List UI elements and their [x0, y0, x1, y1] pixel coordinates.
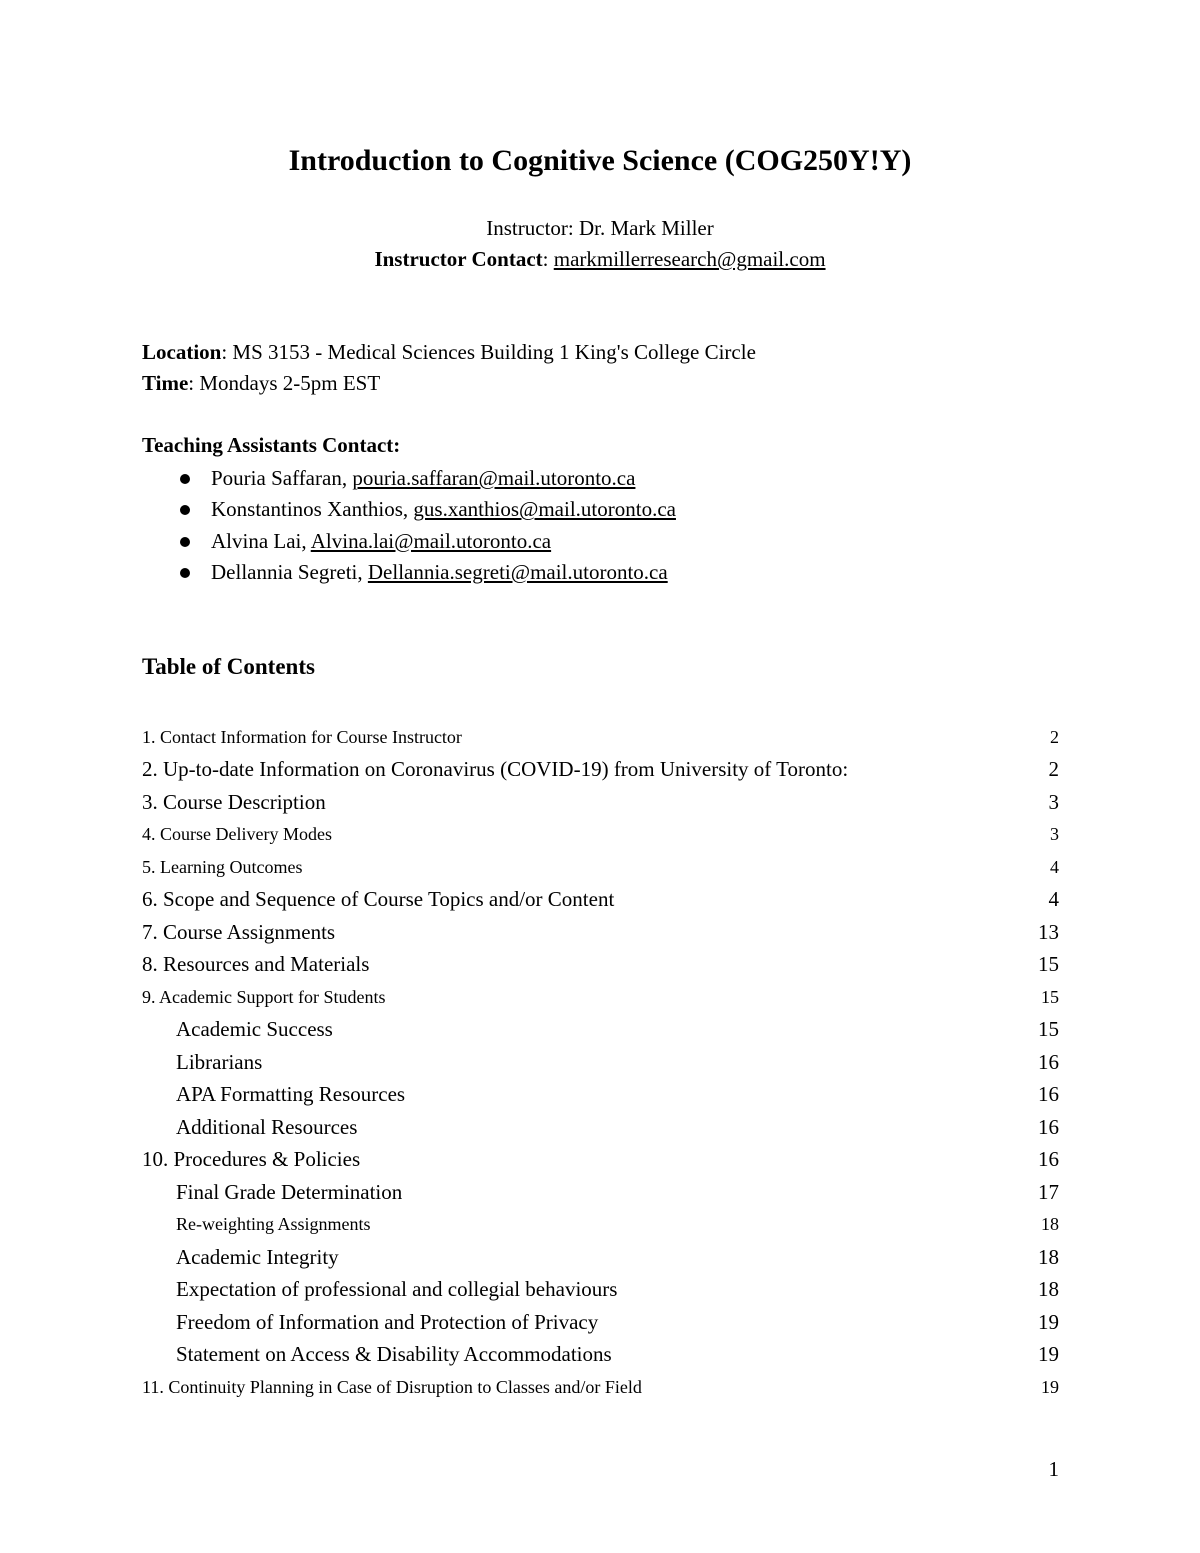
ta-email-link[interactable]: Alvina.lai@mail.utoronto.ca	[310, 528, 552, 553]
ta-item	[142, 463, 676, 494]
toc-subentry[interactable]	[142, 1079, 1059, 1112]
bullet-icon	[180, 568, 190, 578]
toc-entry[interactable]	[142, 884, 1059, 917]
instructor-contact-line	[0, 245, 1200, 273]
toc-entry[interactable]	[142, 721, 1059, 754]
toc-entry[interactable]	[142, 786, 1059, 819]
bullet-icon	[180, 537, 190, 547]
ta-name: Alvina Lai,	[211, 528, 311, 553]
toc-entry-label: Statement on Access & Disability Accommodations	[176, 1342, 612, 1367]
toc-entry[interactable]	[142, 1371, 1059, 1404]
location-value: : MS 3153 - Medical Sciences Building 1 King's College Circle	[221, 340, 756, 364]
ta-email-link[interactable]: gus.xanthios@mail.utoronto.ca	[413, 497, 676, 522]
toc-entry-label: Expectation of professional and collegial behaviours	[176, 1277, 618, 1302]
toc-subentry[interactable]	[142, 1111, 1059, 1144]
document-title: Introduction to Cognitive Science (COG250Y!Y)	[288, 144, 912, 177]
toc-subentry[interactable]	[142, 1209, 1059, 1242]
toc-entry-page: 16	[1038, 1082, 1059, 1107]
time-value: : Mondays 2-5pm EST	[188, 371, 381, 395]
toc-entry-label: APA Formatting Resources	[176, 1082, 406, 1107]
toc-entry-label: Re-weighting Assignments	[176, 1214, 371, 1235]
toc-subentry[interactable]	[142, 1306, 1059, 1339]
page-number: 1	[1048, 1457, 1059, 1481]
toc-entry-page: 4	[1050, 856, 1059, 877]
toc-entry[interactable]	[142, 851, 1059, 884]
toc-entry-label: 3. Course Description	[142, 789, 326, 814]
toc-entry[interactable]	[142, 1144, 1059, 1177]
bullet-icon	[180, 474, 190, 484]
ta-item	[142, 526, 676, 557]
toc-entry[interactable]	[142, 819, 1059, 852]
toc-entry-page: 13	[1038, 919, 1059, 944]
ta-name: Dellannia Segreti,	[211, 559, 368, 584]
toc-entry[interactable]	[142, 754, 1059, 787]
instructor-contact-colon: :	[542, 247, 554, 271]
toc-entry-label: 1. Contact Information for Course Instructor	[142, 726, 462, 747]
ta-email-link[interactable]: Dellannia.segreti@mail.utoronto.ca	[367, 559, 668, 584]
toc-entry-label: 2. Up-to-date Information on Coronavirus (COVID-19) from University of Toronto:	[142, 757, 849, 782]
time-label: Time	[142, 371, 189, 395]
toc-subentry[interactable]	[142, 1176, 1059, 1209]
toc-entry-page: 2	[1048, 757, 1059, 782]
toc-entry[interactable]	[142, 949, 1059, 982]
toc-entry-page: 2	[1050, 726, 1059, 747]
ta-item	[142, 557, 676, 588]
toc-entry-page: 19	[1038, 1342, 1059, 1367]
toc-subentry[interactable]	[142, 1274, 1059, 1307]
toc-entry-page: 16	[1038, 1049, 1059, 1074]
toc-entry-label: 7. Course Assignments	[142, 919, 336, 944]
toc-entry-page: 18	[1038, 1277, 1059, 1302]
toc-entry-label: Librarians	[176, 1049, 263, 1074]
toc-entry-label: 5. Learning Outcomes	[142, 856, 303, 877]
ta-item	[142, 494, 676, 525]
ta-heading: Teaching Assistants Contact:	[142, 433, 401, 457]
toc-entry-page: 15	[1041, 986, 1059, 1007]
toc-entry-label: Academic Success	[176, 1017, 333, 1042]
ta-name: Pouria Saffaran,	[211, 466, 353, 490]
toc-entry-page: 15	[1038, 952, 1059, 977]
toc-heading: Table of Contents	[142, 654, 315, 679]
time-line	[142, 369, 380, 397]
toc-entry-page: 18	[1041, 1214, 1059, 1235]
toc-entry-page: 18	[1038, 1244, 1059, 1269]
toc-entry-label: Freedom of Information and Protection of Privacy	[176, 1309, 599, 1334]
toc-entry-page: 3	[1048, 789, 1059, 814]
toc-entry-page: 15	[1038, 1017, 1059, 1042]
toc-entry-page: 16	[1038, 1147, 1059, 1172]
toc-subentry[interactable]	[142, 1339, 1059, 1372]
ta-name: Konstantinos Xanthios,	[211, 497, 414, 522]
toc-entry-label: Additional Resources	[176, 1114, 358, 1139]
table-of-contents	[142, 721, 1059, 1404]
toc-entry-page: 19	[1038, 1309, 1059, 1334]
toc-entry-label: 10. Procedures & Policies	[142, 1147, 361, 1172]
toc-entry-label: Final Grade Determination	[176, 1179, 403, 1204]
toc-entry-page: 19	[1041, 1376, 1059, 1397]
toc-entry-label: 6. Scope and Sequence of Course Topics and/or Content	[142, 887, 615, 912]
toc-subentry[interactable]	[142, 1046, 1059, 1079]
ta-email-link[interactable]: pouria.saffaran@mail.utoronto.ca	[352, 466, 636, 490]
bullet-icon	[180, 505, 190, 515]
instructor-email-link[interactable]: markmillerresearch@gmail.com	[553, 247, 826, 271]
toc-entry-page: 17	[1038, 1179, 1059, 1204]
toc-subentry[interactable]	[142, 1014, 1059, 1047]
instructor-line: Instructor: Dr. Mark Miller	[486, 216, 714, 240]
toc-entry-label: 11. Continuity Planning in Case of Disruption to Classes and/or Field	[142, 1376, 642, 1397]
toc-entry[interactable]	[142, 916, 1059, 949]
toc-entry-label: 4. Course Delivery Modes	[142, 824, 332, 845]
instructor-contact-label: Instructor Contact	[374, 247, 543, 271]
toc-entry[interactable]	[142, 981, 1059, 1014]
location-line	[142, 338, 756, 366]
toc-entry-label: Academic Integrity	[176, 1244, 339, 1269]
ta-list	[142, 463, 676, 588]
toc-subentry[interactable]	[142, 1241, 1059, 1274]
toc-entry-label: 9. Academic Support for Students	[142, 986, 386, 1007]
location-label: Location	[142, 340, 222, 364]
toc-entry-page: 3	[1050, 824, 1059, 845]
toc-entry-label: 8. Resources and Materials	[142, 952, 370, 977]
toc-entry-page: 16	[1038, 1114, 1059, 1139]
toc-entry-page: 4	[1048, 887, 1059, 912]
